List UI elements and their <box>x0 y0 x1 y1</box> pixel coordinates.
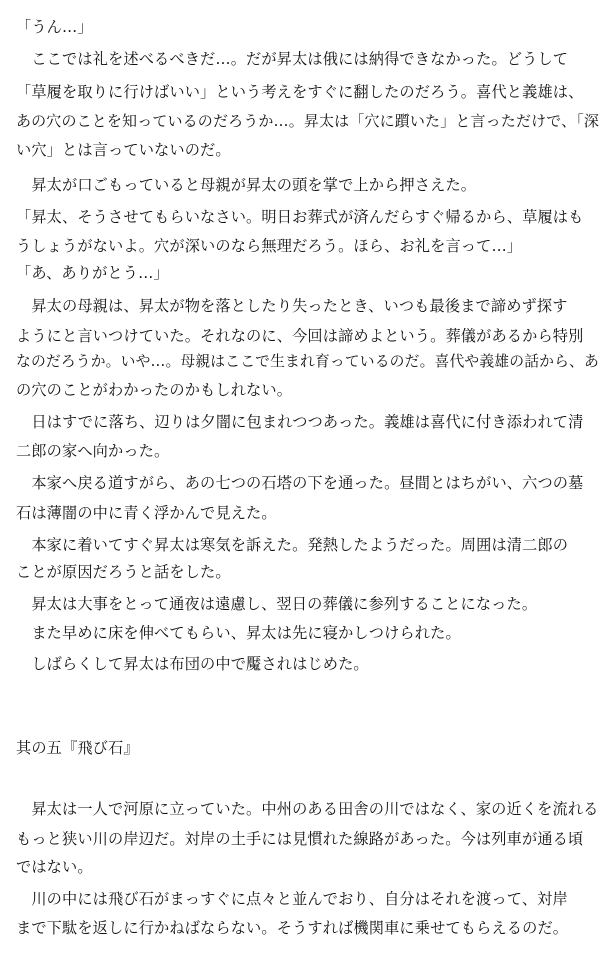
text-line: 「草履を取りに行けばいい」という考えをすぐに翻したのだろう。喜代と義雄は、 <box>16 83 584 101</box>
text-line: 二郎の家へ向かった。 <box>16 442 170 460</box>
section-heading: 其の五『飛び石』 <box>16 739 139 757</box>
text-line: ここでは礼を述べるべきだ…。だが昇太は俄には納得できなかった。どうして <box>16 50 569 68</box>
text-line: 石は薄闇の中に青く浮かんで見えた。 <box>16 504 277 522</box>
text-line: 昇太は大事をとって通夜は遠慮し、翌日の葬儀に参列することになった。 <box>16 595 538 613</box>
text-line: ことが原因だろうと話をした。 <box>16 563 231 581</box>
text-line: うしょうがないよ。穴が深いのなら無理だろう。ほら、お礼を言って…」 <box>16 237 523 255</box>
text-line: 本家に着いてすぐ昇太は寒気を訴えた。発熱したようだった。周囲は清二郎の <box>16 536 569 554</box>
text-line: また早めに床を伸べてもらい、昇太は先に寝かしつけられた。 <box>16 624 461 642</box>
text-line: まで下駄を返しに行かねばならない。そうすれば機関車に乗せてもらえるのだ。 <box>16 919 569 937</box>
text-line: 川の中には飛び石がまっすぐに点々と並んでおり、自分はそれを渡って、対岸 <box>16 890 568 908</box>
text-line: 昇太が口ごもっていると母親が昇太の頭を掌で上から押さえた。 <box>16 176 477 194</box>
text-line: ではない。 <box>16 858 93 876</box>
text-line: もっと狭い川の岸辺だ。対岸の土手には見慣れた線路があった。今は列車が通る頃 <box>16 830 584 848</box>
text-line: あの穴のことを知っているのだろうか…。昇太は「穴に躓いた」と言っただけで、「深 <box>16 112 600 130</box>
text-line: ようにと言いつけていた。それなのに、今回は諦めよという。葬儀があるから特別 <box>16 327 584 345</box>
text-line: 昇太は一人で河原に立っていた。中州のある田舎の川ではなく、家の近くを流れる <box>16 800 599 818</box>
text-line: なのだろうか。いや…。母親はここで生まれ育っているのだ。喜代や義雄の話から、あ <box>16 353 599 370</box>
text-line: 本家へ戻る道すがら、あの七つの石塔の下を通った。昼間とはちがい、六つの墓 <box>16 474 584 492</box>
text-line: 昇太の母親は、昇太が物を落としたり失ったとき、いつも最後まで諦めず探す <box>16 297 568 315</box>
text-line: い穴」とは言っていないのだ。 <box>16 141 231 159</box>
text-line: 「あ、ありがとう…」 <box>16 264 169 282</box>
text-line: 日はすでに落ち、辺りは夕闇に包まれつつあった。義雄は喜代に付き添われて清 <box>16 413 584 431</box>
text-line: しばらくして昇太は布団の中で魘されはじめた。 <box>16 655 369 673</box>
text-line: 「うん…」 <box>16 18 93 36</box>
text-line: の穴のことがわかったのかもしれない。 <box>16 381 293 399</box>
text-line: 「昇太、そうさせてもらいなさい。明日お葬式が済んだらすぐ帰るから、草履はも <box>16 208 584 226</box>
